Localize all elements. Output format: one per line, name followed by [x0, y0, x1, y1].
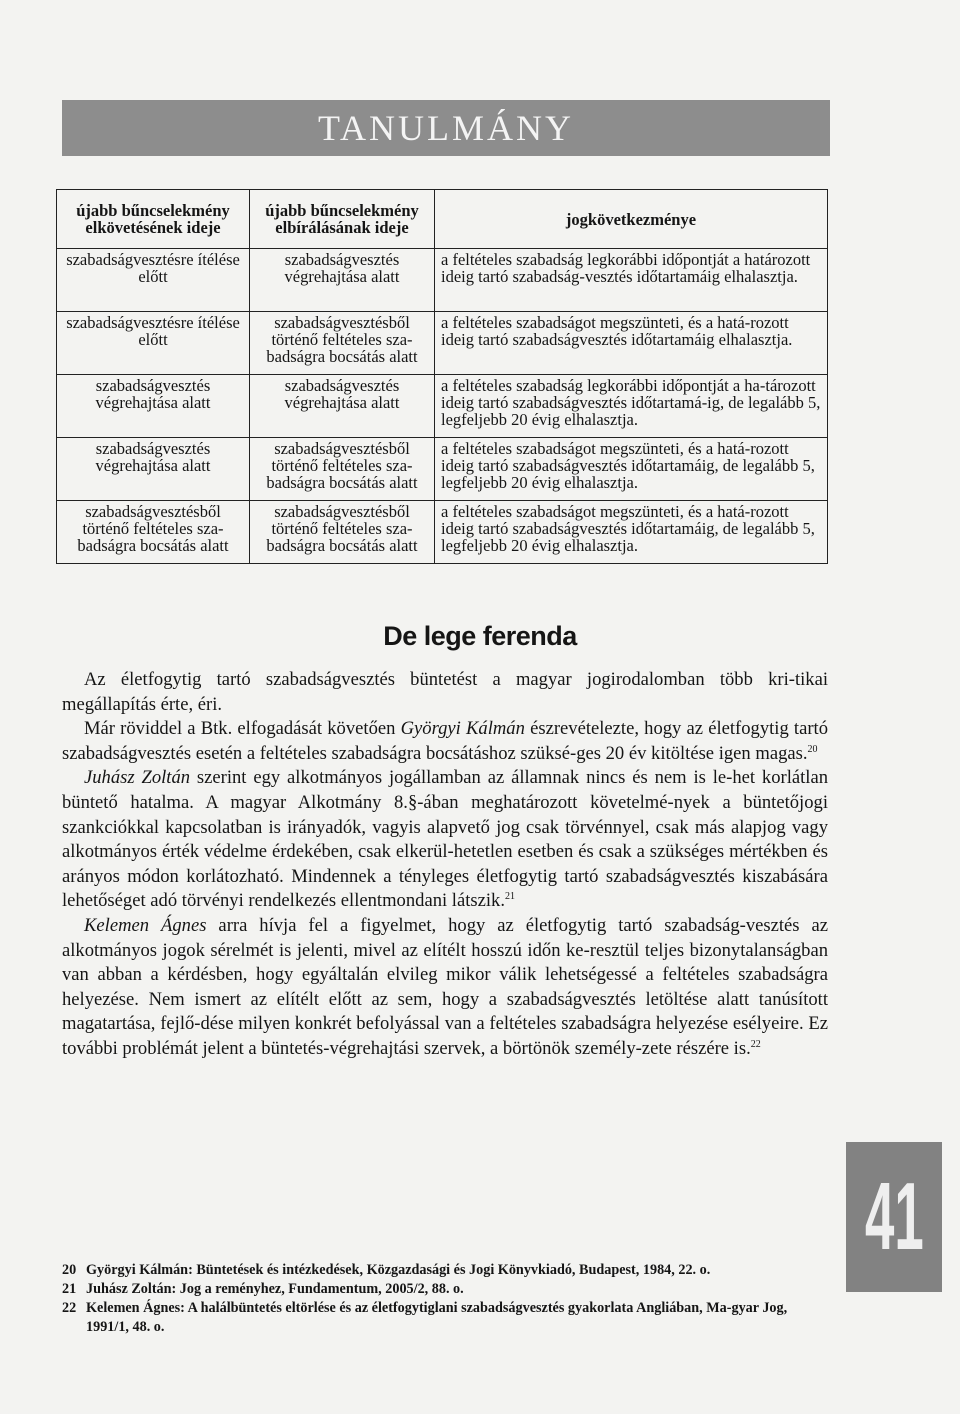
table-cell: szabadságvesztésből történő feltételes sza-badságra bocsátás alatt	[250, 438, 435, 501]
paragraph-text: észrevételezte, hogy az életfogytig tartó szabadságvesztés esetén a feltételes szabadságra bocsátáshoz szüksé-ges 20 év kitöltése igen magas.	[62, 718, 829, 764]
banner-title: TANULMÁNY	[317, 108, 575, 148]
author-name: Kelemen Ágnes	[84, 914, 207, 936]
article-body	[62, 668, 828, 1062]
paragraph: Az életfogytig tartó szabadságvesztés büntetést a magyar jogirodalomban több kri-tikai megállapítás érte, éri.	[62, 669, 828, 715]
table-cell: a feltételes szabadságot megszünteti, és a hatá-rozott ideig tartó szabadságvesztés időtartamáig elhalasztja.	[435, 312, 828, 375]
footnote-ref[interactable]: 22	[750, 1038, 761, 1050]
table-cell: szabadságvesztés végrehajtása alatt	[250, 249, 435, 312]
paragraph-text: Már röviddel a Btk. elfogadását követően	[84, 718, 401, 740]
table-header-row	[57, 190, 828, 249]
footnote-number: 21	[62, 1281, 77, 1297]
page-number-box	[846, 1142, 942, 1292]
table-cell: szabadságvesztésre ítélése előtt	[57, 249, 250, 312]
table-cell: szabadságvesztésre ítélése előtt	[57, 312, 250, 375]
footnote	[62, 1280, 828, 1299]
table-cell: a feltételes szabadság legkorábbi időpontját a határozott ideig tartó szabadság-vesztés időtartamáig elhalasztja.	[435, 249, 828, 312]
paragraph-text: szerint egy alkotmányos jogállamban az államnak nincs és nem is le-het korlátlan büntető hatalma. A magyar Alkotmány 8.§-ában meghatározott követelmé-nyek a büntetőjogi szankciókkal kapcsolatban is irányadók, vagyis alapvető jog csak törvénnyel, csak más alapjog vagy alkotmányos érték védelme érdekében, csak elkerül-hetetlen esetben és csak a szükséges mértékben és arányos módon korlátozható. Mindennek a tényleges életfogytig tartó szabadságvesztés kiszabására lehetőséget adó törvényi rendelkezés ellentmondani látszik.	[62, 767, 828, 912]
table-cell: szabadságvesztés végrehajtása alatt	[57, 375, 250, 438]
column-header: újabb bűncselekmény elkövetésének ideje	[57, 190, 250, 249]
table-cell: szabadságvesztés végrehajtása alatt	[250, 375, 435, 438]
author-name: Györgyi Kálmán	[400, 718, 525, 740]
author-name: Juhász Zoltán	[84, 767, 191, 789]
table-cell: szabadságvesztés végrehajtása alatt	[57, 438, 250, 501]
footnotes	[62, 1261, 828, 1337]
footnote-ref[interactable]: 21	[505, 891, 515, 903]
section-heading: De lege ferenda	[383, 621, 577, 651]
footnote-text: Kelemen Ágnes: A halálbüntetés eltörlése és az életfogytiglani szabadságvesztés gyakorlata Angliában, Ma-gyar Jog, 1991/1, 48. o.	[86, 1300, 788, 1335]
footnote-number: 22	[62, 1300, 77, 1316]
table-cell: a feltételes szabadságot megszünteti, és a hatá-rozott ideig tartó szabadságvesztés időtartamáig, de legalább 5, legfeljebb 20 évig elhalasztja.	[435, 501, 828, 564]
table-row	[57, 375, 828, 438]
table-cell: a feltételes szabadság legkorábbi időpontját a ha-tározott ideig tartó szabadságvesztés időtartamá-ig, de legalább 5, legfeljebb 20 évig elhalasztja.	[435, 375, 828, 438]
footnote	[62, 1299, 828, 1337]
paragraph-text: arra hívja fel a figyelmet, hogy az életfogytig tartó szabadság-vesztés az alkotmányos jogok sérelmét is jelenti, mivel az elítélt hosszú időn ke-resztül teljes bizonytalanságban van abban a kérdésben, hogy egyáltalán elvileg mikor válik lehetségessé a feltételes szabadságra helyezése. Nem ismert az elítélt előtt az sem, hogy a szabadságvesztés letöltése alatt tanúsított magatartása, fejlő-dése milyen konkrét befolyással van a feltételes szabadságra helyezése esélyeire. Ez további problémát jelent a büntetés-végrehajtási szervek, a börtönök személy-zete részére is.	[62, 914, 829, 1059]
table-cell: szabadságvesztésből történő feltételes sza-badságra bocsátás alatt	[250, 312, 435, 375]
column-header: újabb bűncselekmény elbírálásának ideje	[250, 190, 435, 249]
paragraph	[62, 717, 828, 766]
footnote-text: Juhász Zoltán: Jog a reményhez, Fundamentum, 2005/2, 88. o.	[86, 1281, 464, 1297]
page-number: 41	[864, 1163, 924, 1270]
table-row	[57, 249, 828, 312]
table-cell: a feltételes szabadságot megszünteti, és a hatá-rozott ideig tartó szabadságvesztés időtartamáig, de legalább 5, legfeljebb 20 évig elhalasztja.	[435, 438, 828, 501]
footnote-ref[interactable]: 20	[807, 743, 818, 755]
table-row	[57, 438, 828, 501]
column-header: jogkövetkezménye	[435, 190, 828, 249]
footnote-text: Györgyi Kálmán: Büntetések és intézkedések, Közgazdasági és Jogi Könyvkiadó, Budapest, 1984, 22. o.	[86, 1262, 711, 1278]
section-banner	[62, 100, 830, 156]
footnote-number: 20	[62, 1262, 77, 1278]
table-cell: szabadságvesztésből történő feltételes sza-badságra bocsátás alatt	[57, 501, 250, 564]
table-row	[57, 501, 828, 564]
table-cell: szabadságvesztésből történő feltételes sza-badságra bocsátás alatt	[250, 501, 435, 564]
footnote	[62, 1261, 828, 1280]
consequence-table	[56, 189, 828, 564]
table-row	[57, 312, 828, 375]
paragraph	[62, 914, 828, 1062]
paragraph	[62, 766, 828, 914]
